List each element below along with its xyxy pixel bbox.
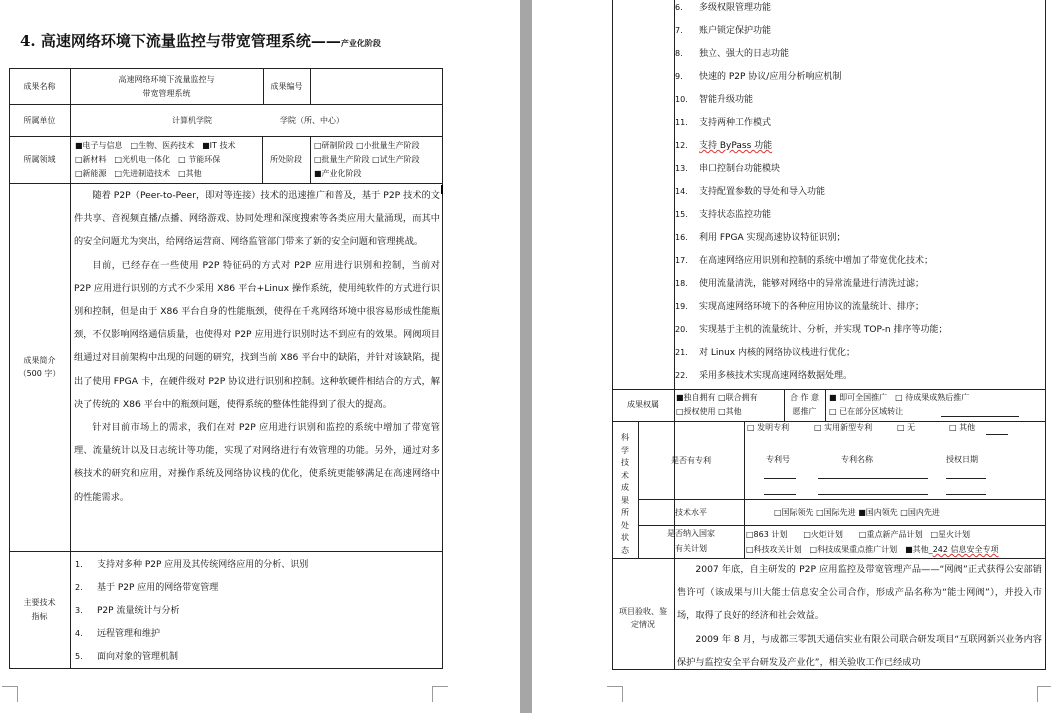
national-plan-options: □863 计划 □火炬计划 □重点新产品计划 □星火计划	[746, 530, 971, 539]
main-tech-item: 20. 实现基于主机的流量统计、分析，并实现 TOP-n 排序等功能；	[675, 325, 948, 335]
promotion-options: □ 已在部分区域转让	[829, 407, 904, 416]
achievement-number-label: 成果编号	[270, 82, 303, 91]
crop-mark	[432, 686, 448, 702]
crop-mark	[1037, 686, 1051, 702]
patent-header: 专利名称	[841, 455, 873, 464]
document-title	[20, 30, 381, 51]
right-page	[532, 0, 1051, 713]
achievement-name-label: 成果名称	[23, 82, 56, 91]
main-tech-item: 19. 实现高速网络环境下的各种应用协议的流量统计、排序；	[675, 302, 925, 312]
main-tech-item: 22. 采用多核技术实现高速网络数据处理。	[675, 371, 853, 381]
national-plan-label: 有关计划	[675, 544, 707, 553]
main-tech-item: 10. 智能升级功能	[675, 95, 754, 105]
main-tech-item: 1. 支持对多种 P2P 应用及其传统网络应用的分析、识别	[75, 560, 309, 570]
crop-mark	[2, 686, 18, 702]
main-tech-item: 13. 串口控制台功能模块	[675, 164, 781, 174]
main-tech-label: 指标	[31, 612, 48, 621]
acceptance-paragraph: 2009 年 8 月，与成都三零凯天通信实业有限公司联合研发项目“互联网新兴业务内容保护与监控安全平台研发及产业化”，相关验收工作已经成功	[677, 633, 1042, 668]
national-plan-label: 是否纳入国家	[667, 529, 715, 538]
tech-level-options: □国际领先 □国际先进 ■国内领先 □国内先进	[774, 508, 940, 517]
acceptance-label: 定情况	[631, 620, 655, 629]
tech-level-label: 技术水平	[675, 508, 707, 517]
main-tech-label: 主要技术	[23, 598, 56, 607]
stage-option: □研制阶段 □小批量生产阶段	[314, 141, 420, 150]
main-tech-item: 7. 账户锁定保护功能	[675, 26, 772, 36]
intro-paragraph: 随着 P2P（Peer-to-Peer，即对等连接）技术的迅速推广和普及，基于 P2P 技术的文件共享、音视频直播/点播、网络游戏、协同处理和深度搜索等各类应用大量涌现，而其中的安全问题尤为突出，给网络运营商、网络监管部门带来了新的安全问题和管理挑战。	[74, 190, 440, 248]
field-option: □新能源 □先进制造技术 □其他	[75, 169, 202, 178]
main-tech-item: 14. 支持配置参数的导处和导入功能	[675, 187, 826, 197]
patent-header: 授权日期	[946, 455, 978, 464]
intro-text	[74, 184, 440, 509]
title-text: 4. 高速网络环境下流量监控与带宽管理系统——	[20, 32, 341, 50]
patent-label: 是否有专利	[671, 456, 711, 465]
achievement-name-line2: 带宽管理系统	[142, 89, 191, 98]
title-stage: 产业化阶段	[340, 38, 381, 48]
field-label: 所属领域	[23, 155, 56, 164]
acceptance-label: 项目验收、鉴	[619, 607, 667, 616]
intro-paragraph: 针对目前市场上的需求，我们在对 P2P 应用进行识别和监控的系统中增加了带宽管理、流量统计以及日志统计等功能，实现了对网络进行有效管理的功能。另外，通过对多核技术的研究和应用，对操作系统及网络协议栈的优化，使系统更能够满足在高速网络中的性能需求。	[74, 422, 440, 503]
main-tech-item: 12. 支持 ByPass 功能	[675, 141, 773, 151]
page-gutter	[520, 0, 532, 713]
research-status-label: 科学技术成果所处状态	[621, 433, 629, 555]
promotion-label: 合 作 意	[789, 393, 820, 402]
field-option: □新材料 □光机电一体化 □ 节能环保	[75, 155, 221, 164]
stage-option: ■产业化阶段	[314, 169, 362, 178]
main-tech-item: 21. 对 Linux 内核的网络协议栈进行优化；	[675, 348, 855, 358]
crop-mark	[607, 686, 623, 702]
main-tech-item: 15. 支持状态监控功能	[675, 210, 772, 220]
main-tech-item: 4. 远程管理和维护	[75, 629, 161, 639]
achievement-name-line1: 高速网络环境下流量监控与	[118, 75, 215, 84]
acceptance-paragraph: 2007 年底，自主研发的 P2P 应用监控及带宽管理产品——“网阀”正式获得公安部销售许可（该成果与川大能士信息安全公司合作，形成产品名称为“能士网阀”），并投入市场，取得了良好的经济和社会效益。	[677, 564, 1042, 622]
stage-label: 所处阶段	[270, 155, 302, 164]
field-option: ■电子与信息 □生物、医药技术 ■IT 技术	[75, 141, 236, 150]
ownership-options: ■独自拥有 □联合拥有	[676, 393, 758, 402]
patent-option: □ 发明专利	[747, 423, 790, 432]
national-plan-options: □科技攻关计划 □科技成果重点推广计划 ■其他_242 信息安全专项	[746, 545, 999, 554]
main-tech-item: 16. 利用 FPGA 实现高速协议特征识别；	[675, 233, 846, 243]
main-tech-item: 11. 支持两种工作模式	[675, 118, 772, 128]
main-tech-item: 3. P2P 流量统计与分析	[75, 606, 180, 616]
left-page	[0, 0, 520, 713]
main-tech-item: 18. 使用流量清洗，能够对网络中的异常流量进行清洗过滤；	[675, 279, 925, 289]
promotion-options: ■ 即可全国推广 □ 待成果成熟后推广	[829, 393, 970, 402]
promotion-label: 愿推广	[792, 407, 817, 416]
college-label: 学院（所、中心）	[280, 116, 344, 125]
main-tech-item: 17. 在高速网络应用识别和控制的系统中增加了带宽优化技术；	[675, 256, 934, 266]
main-tech-item: 5. 面向对象的管理机制	[75, 652, 179, 662]
intro-label: 成果简介	[23, 356, 56, 365]
unit-value: 计算机学院	[172, 116, 212, 125]
acceptance-text	[677, 558, 1042, 668]
text-cursor	[441, 185, 443, 194]
intro-paragraph: 目前，已经存在一些使用 P2P 特征码的方式对 P2P 应用进行识别和控制，当前对 P2P 应用进行识别的方式不少采用 X86 平台+Linux 操作系统，使用纯软件的方式进行识别和控制，但是由于 X86 平台自身的性能瓶颈，使得在千兆网络环境中很容易形成性能瓶颈，不仅影响网络通信质量，也使得对 P2P 应用进行识别时达不到应有的效果。网阀项目组通过对目前架构中出现的问题的研究，找到当前 X86 平台中的缺陷，并针对该缺陷，提出了使用 FPGA 卡，在硬件级对 P2P 协议进行识别和控制。这种软硬件相结合的方式，解决了传统的 X86 平台中的瓶颈问题，使得系统的整体性能得到了很大的提高。	[74, 259, 440, 410]
patent-option: □ 实用新型专利	[814, 423, 873, 432]
patent-option: □ 其他	[949, 423, 976, 432]
unit-label: 所属单位	[23, 116, 56, 125]
patent-option: □ 无	[897, 423, 916, 432]
ownership-options: □授权使用 □其他	[676, 407, 742, 416]
intro-sublabel: （500 字）	[18, 369, 61, 378]
main-tech-item: 6. 多级权限管理功能	[675, 3, 772, 13]
main-tech-item: 2. 基于 P2P 应用的网络带宽管理	[75, 583, 219, 593]
main-tech-item: 9. 快速的 P2P 协议/应用分析响应机制	[675, 72, 842, 82]
ownership-label: 成果权属	[627, 400, 659, 409]
stage-option: □批量生产阶段 □试生产阶段	[314, 155, 420, 164]
main-tech-item: 8. 独立、强大的日志功能	[675, 49, 790, 59]
patent-header: 专利号	[766, 455, 790, 464]
